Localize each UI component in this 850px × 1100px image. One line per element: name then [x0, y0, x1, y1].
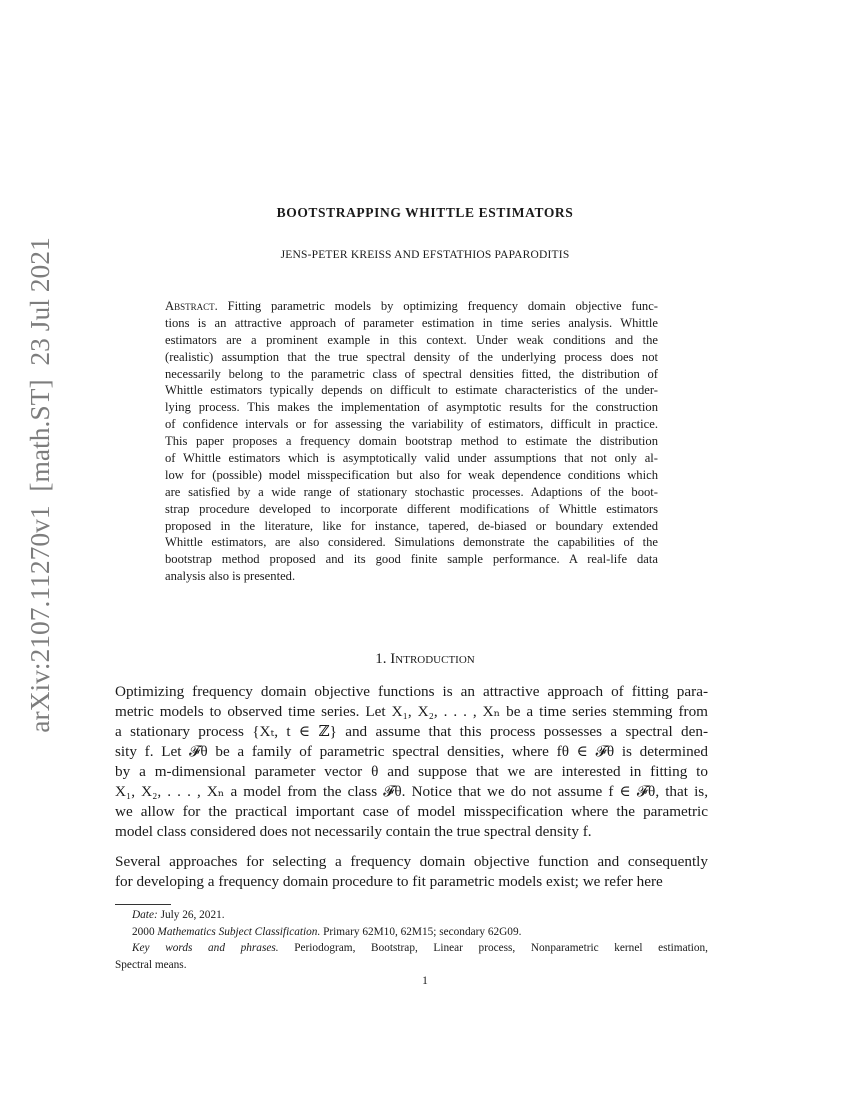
- abstract-label: Abstract.: [165, 299, 218, 313]
- text-line: Optimizing frequency domain objective functions is an attractive approach of fitting para-: [115, 683, 708, 700]
- text-line: are satisfied by a wide range of stationary stochastic processes. Adaptions of the boot-: [165, 484, 658, 499]
- text-line: of confidence intervals or for assessing the variability of estimators, difficult in practice.: [165, 417, 658, 432]
- text-line: low for (possible) model misspecification but also for weak dependence conditions which: [165, 467, 658, 482]
- text-line: Whittle estimators typically depends on difficult to estimate characteristics of the under-: [165, 383, 658, 398]
- text-line: model class considered does not necessarily contain the true spectral density f.: [115, 823, 592, 840]
- text-line: we allow for the practical important case of model misspecification where the parametric: [115, 803, 708, 820]
- footnotes: [115, 907, 708, 973]
- authors: JENS-PETER KREISS AND EFSTATHIOS PAPARODITIS: [280, 249, 570, 261]
- text-line: of Whittle estimators which is asymptotically valid under assumptions that not only al-: [165, 451, 658, 466]
- keywords-label: Key words and phrases.: [132, 942, 279, 954]
- keywords-value: Periodogram, Bootstrap, Linear process, Nonparametric kernel estimation,: [294, 942, 709, 954]
- section-title: Introduction: [390, 651, 475, 667]
- text-line: (realistic) assumption that the true spectral density of the underlying process does not: [165, 349, 658, 364]
- date-label: Date:: [132, 909, 158, 921]
- text-line: Several approaches for selecting a frequency domain objective function and consequently: [115, 853, 708, 870]
- footnote-keywords-cont: Spectral means.: [115, 958, 187, 971]
- section-heading: [0, 650, 850, 668]
- text-line: This paper proposes a frequency domain bootstrap method to estimate the distribution: [165, 434, 658, 449]
- text-line: necessarily belong to the parametric class of spectral densities fitted, the distribution of: [165, 366, 658, 381]
- text-line: by a m-dimensional parameter vector θ and suppose that we are interested in fitting to: [115, 763, 708, 780]
- arxiv-stamp: arXiv:2107.11270v1 [math.ST] 23 Jul 2021: [24, 237, 55, 733]
- paragraph-2: [115, 852, 708, 892]
- msc-label: Mathematics Subject Classification.: [157, 925, 321, 938]
- text-line: metric models to observed time series. Let X₁, X₂, . . . , Xₙ be a time series stemming from: [115, 703, 708, 720]
- paragraph-1: [115, 682, 708, 842]
- text-line: lying process. This makes the implementation of asymptotic results for the construction: [165, 400, 658, 415]
- footnote-date: [115, 907, 708, 924]
- page-number: 1: [422, 975, 428, 987]
- abstract-text: Fitting parametric models by optimizing frequency domain objective func-: [227, 299, 658, 313]
- text-line: estimators are a prominent example in this context. Under weak conditions and the: [165, 332, 658, 347]
- msc-value: Primary 62M10, 62M15; secondary 62G09.: [323, 925, 522, 938]
- text-line: proposed in the literature, like for instance, tapered, de-biased or boundary extended: [165, 518, 658, 533]
- text-line: tions is an attractive approach of parameter estimation in time series analysis. Whittle: [165, 315, 658, 330]
- text-line: Whittle estimators, are also considered. Simulations demonstrate the capabilities of the: [165, 535, 658, 550]
- text-line: a stationary process {Xₜ, t ∈ ℤ} and assume that this process possesses a spectral den-: [115, 723, 709, 740]
- date-value: July 26, 2021.: [160, 909, 225, 921]
- footnote-msc: [115, 924, 708, 941]
- text-line: X₁, X₂, . . . , Xₙ a model from the class 𝓕θ. Notice that we do not assume f ∈ 𝓕θ, that is,: [115, 783, 708, 800]
- footnote-rule: [115, 904, 171, 905]
- text-line: sity f. Let 𝓕θ be a family of parametric spectral densities, where fθ ∈ 𝓕θ is determined: [115, 743, 708, 760]
- text-line: for developing a frequency domain procedure to fit parametric models exist; we refer here: [115, 873, 663, 890]
- text-line: analysis also is presented.: [165, 569, 296, 584]
- section-number: 1.: [375, 651, 387, 667]
- text-line: bootstrap method proposed and its good finite sample performance. A real-life data: [165, 552, 658, 567]
- text-line: [165, 298, 658, 315]
- abstract: [165, 298, 658, 585]
- paper-title: BOOTSTRAPPING WHITTLE ESTIMATORS: [276, 205, 574, 220]
- msc-year: 2000: [132, 925, 155, 938]
- footnote-keywords: [115, 940, 708, 957]
- text-line: strap procedure developed to incorporate different modifications of Whittle estimators: [165, 501, 658, 516]
